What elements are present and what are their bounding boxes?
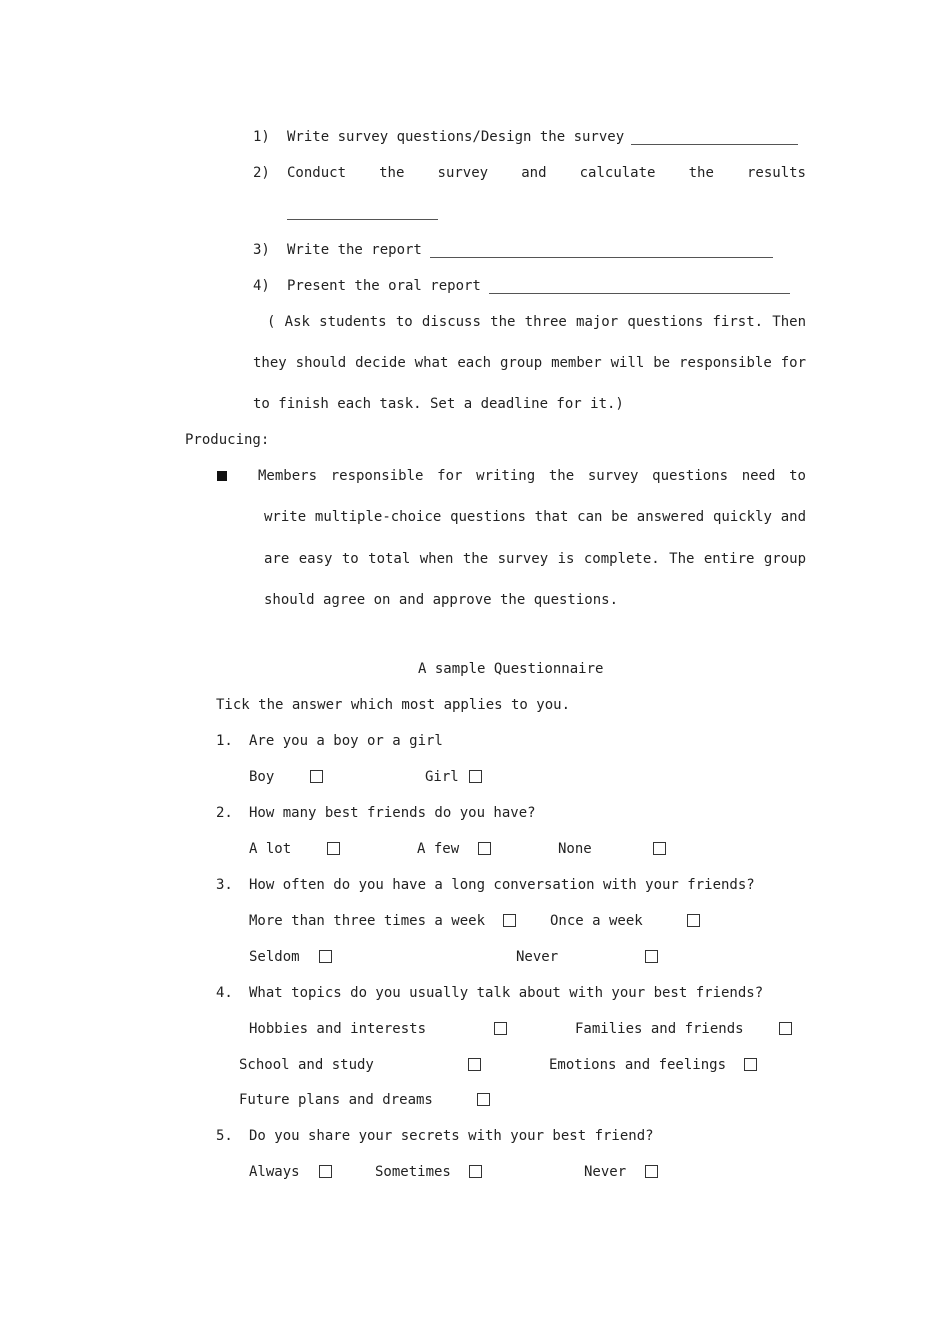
task-text: Conduct the survey and calculate the results bbox=[287, 165, 806, 181]
question-number: 3. bbox=[216, 877, 233, 893]
option-checkbox[interactable] bbox=[319, 950, 332, 963]
option-label: Seldom bbox=[249, 949, 300, 965]
option-label: Never bbox=[516, 949, 559, 965]
question-text: What topics do you usually talk about with your best friends? bbox=[249, 985, 764, 1001]
option-checkbox[interactable] bbox=[494, 1022, 507, 1035]
option-label: Girl bbox=[425, 769, 459, 785]
option-checkbox[interactable] bbox=[469, 770, 482, 783]
instruction-line: ( Ask students to discuss the three major questions first. Then bbox=[267, 314, 806, 330]
option-label: Future plans and dreams bbox=[239, 1092, 433, 1108]
fill-in-blank bbox=[631, 144, 798, 145]
option-checkbox[interactable] bbox=[779, 1022, 792, 1035]
option-checkbox[interactable] bbox=[477, 1093, 490, 1106]
producing-line: write multiple-choice questions that can be answered quickly and bbox=[264, 509, 806, 525]
option-checkbox[interactable] bbox=[327, 842, 340, 855]
option-label: Boy bbox=[249, 769, 275, 785]
option-label: More than three times a week bbox=[249, 913, 486, 929]
fill-in-blank bbox=[430, 257, 773, 258]
option-checkbox[interactable] bbox=[503, 914, 516, 927]
option-label: A lot bbox=[249, 841, 292, 857]
question-text: How many best friends do you have? bbox=[249, 805, 536, 821]
questionnaire-title: A sample Questionnaire bbox=[418, 661, 604, 677]
option-checkbox[interactable] bbox=[645, 1165, 658, 1178]
question-number: 5. bbox=[216, 1128, 233, 1144]
option-checkbox[interactable] bbox=[468, 1058, 481, 1071]
task-text: Write survey questions/Design the survey bbox=[287, 129, 625, 145]
option-label: Hobbies and interests bbox=[249, 1021, 427, 1037]
instruction-line: to finish each task. Set a deadline for it.) bbox=[253, 396, 624, 412]
task-text: Write the report bbox=[287, 242, 422, 258]
producing-line: Members responsible for writing the survey questions need to bbox=[258, 468, 806, 484]
question-number: 1. bbox=[216, 733, 233, 749]
question-number: 4. bbox=[216, 985, 233, 1001]
option-checkbox[interactable] bbox=[319, 1165, 332, 1178]
question-number: 2. bbox=[216, 805, 233, 821]
producing-line: should agree on and approve the questions. bbox=[264, 592, 619, 608]
question-text: Do you share your secrets with your best friend? bbox=[249, 1128, 654, 1144]
question-text: Are you a boy or a girl bbox=[249, 733, 443, 749]
option-label: A few bbox=[417, 841, 460, 857]
fill-in-blank bbox=[489, 293, 790, 294]
option-label: Always bbox=[249, 1164, 300, 1180]
instruction-line: they should decide what each group member will be responsible for bbox=[253, 355, 806, 371]
fill-in-blank bbox=[287, 219, 438, 220]
option-checkbox[interactable] bbox=[310, 770, 323, 783]
producing-line: are easy to total when the survey is complete. The entire group bbox=[264, 551, 806, 567]
questionnaire-intro: Tick the answer which most applies to you. bbox=[216, 697, 571, 713]
question-text: How often do you have a long conversation with your friends? bbox=[249, 877, 755, 893]
option-checkbox[interactable] bbox=[687, 914, 700, 927]
square-bullet-icon bbox=[217, 471, 227, 481]
task-text: Present the oral report bbox=[287, 278, 481, 294]
option-label: Sometimes bbox=[375, 1164, 451, 1180]
task-number: 2) bbox=[253, 165, 270, 181]
option-checkbox[interactable] bbox=[744, 1058, 757, 1071]
option-label: None bbox=[558, 841, 592, 857]
option-label: School and study bbox=[239, 1057, 374, 1073]
option-label: Once a week bbox=[550, 913, 643, 929]
option-checkbox[interactable] bbox=[478, 842, 491, 855]
task-number: 3) bbox=[253, 242, 270, 258]
option-checkbox[interactable] bbox=[469, 1165, 482, 1178]
section-heading: Producing: bbox=[185, 432, 270, 448]
option-label: Families and friends bbox=[575, 1021, 744, 1037]
option-label: Emotions and feelings bbox=[549, 1057, 727, 1073]
task-number: 4) bbox=[253, 278, 270, 294]
option-checkbox[interactable] bbox=[645, 950, 658, 963]
task-number: 1) bbox=[253, 129, 270, 145]
option-label: Never bbox=[584, 1164, 627, 1180]
option-checkbox[interactable] bbox=[653, 842, 666, 855]
